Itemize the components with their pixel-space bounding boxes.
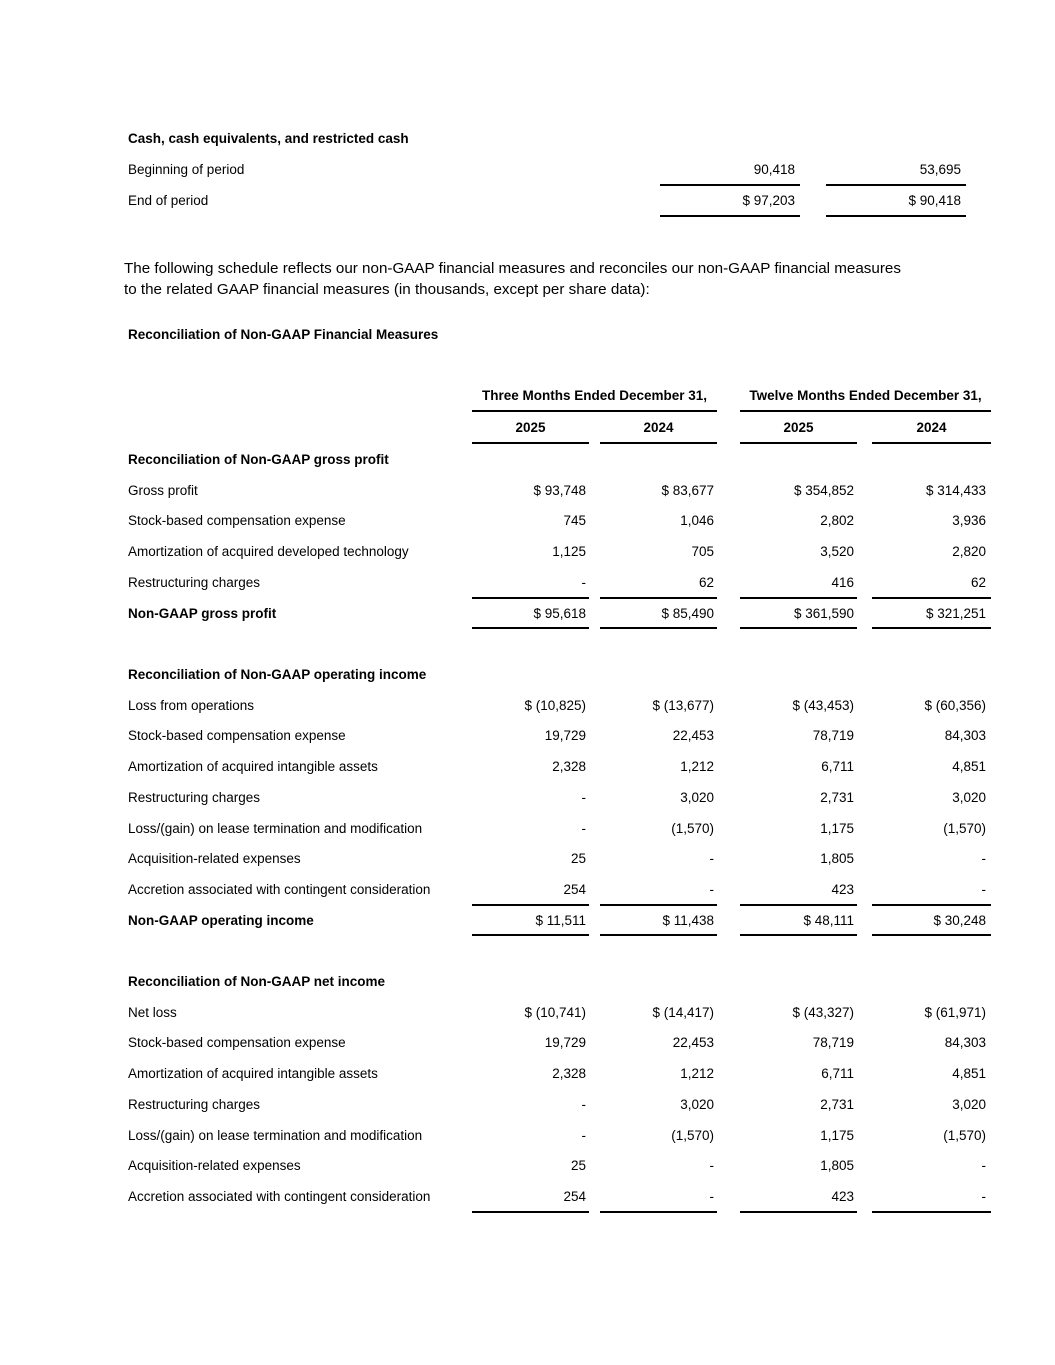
- table-cell: 3,020: [952, 1096, 986, 1112]
- table-cell: 84,303: [944, 728, 986, 744]
- total-cell: $ 48,111: [803, 912, 854, 928]
- table-cell: -: [981, 1188, 986, 1204]
- table-cell: -: [581, 574, 586, 590]
- intro-line: The following schedule reflects our non-GAAP financial measures and reconciles our non-GAAP financial measures: [124, 260, 901, 277]
- table-row-label: Accretion associated with contingent consideration: [128, 1188, 431, 1204]
- table-cell: 2,328: [552, 759, 586, 775]
- rule-line: [740, 410, 991, 412]
- table-row-label: Accretion associated with contingent consideration: [128, 881, 431, 897]
- table-cell: 22,453: [672, 728, 714, 744]
- table-row-label: Loss/(gain) on lease termination and modification: [128, 820, 423, 836]
- rule-line: [872, 627, 991, 629]
- rule-line: [660, 215, 800, 217]
- table-cell: -: [581, 1096, 586, 1112]
- table-cell: 22,453: [672, 1035, 714, 1051]
- table-cell: $ (60,356): [924, 697, 986, 713]
- table-cell: 254: [563, 881, 586, 897]
- table-cell: 1,805: [820, 1158, 854, 1174]
- table-row-label: Loss/(gain) on lease termination and modification: [128, 1127, 423, 1143]
- table-cell: 1,046: [680, 513, 714, 529]
- rule-line: [740, 904, 857, 906]
- table-cell: 19,729: [544, 1035, 586, 1051]
- table-cell: (1,570): [943, 1127, 986, 1143]
- total-row-label: Non-GAAP gross profit: [128, 605, 277, 621]
- rule-line: [600, 442, 717, 444]
- rule-line: [472, 1211, 589, 1213]
- intro-line: to the related GAAP financial measures (in thousands, except per share data):: [124, 281, 650, 298]
- rule-line: [472, 627, 589, 629]
- rule-line: [472, 410, 717, 412]
- table-cell: $ 354,852: [793, 482, 854, 498]
- table-cell: 62: [970, 574, 986, 590]
- table-cell: 4,851: [952, 1066, 986, 1082]
- table-cell: 1,175: [820, 820, 854, 836]
- table-cell: 1,212: [680, 1066, 714, 1082]
- table-cell: -: [709, 851, 714, 867]
- cash-row-value: 53,695: [919, 162, 961, 177]
- table-cell: -: [981, 1158, 986, 1174]
- table-cell: 3,936: [952, 513, 986, 529]
- rule-line: [600, 1211, 717, 1213]
- table-cell: 1,212: [680, 759, 714, 775]
- table-row-label: Amortization of acquired developed technology: [128, 544, 409, 560]
- table-cell: $ (10,825): [524, 697, 586, 713]
- table-cell: 416: [831, 574, 854, 590]
- table-cell: (1,570): [943, 820, 986, 836]
- table-cell: -: [581, 820, 586, 836]
- rule-line: [740, 442, 857, 444]
- table-cell: 84,303: [944, 1035, 986, 1051]
- table-cell: 3,520: [820, 544, 854, 560]
- table-row-label: Amortization of acquired intangible assets: [128, 759, 378, 775]
- year-header: 2025: [515, 420, 546, 435]
- table-cell: -: [581, 789, 586, 805]
- table-row-label: Restructuring charges: [128, 1096, 261, 1112]
- table-cell: -: [581, 1127, 586, 1143]
- table-cell: 1,175: [820, 1127, 854, 1143]
- year-header: 2025: [783, 420, 814, 435]
- table-cell: 3,020: [680, 1096, 714, 1112]
- total-cell: $ 11,511: [535, 912, 586, 928]
- table-cell: 25: [570, 1158, 586, 1174]
- cash-row-value: $ 90,418: [908, 193, 961, 208]
- rule-line: [872, 1211, 991, 1213]
- table-cell: -: [981, 851, 986, 867]
- rule-line: [740, 934, 857, 936]
- rule-line: [740, 627, 857, 629]
- rule-line: [740, 597, 857, 599]
- table-cell: 78,719: [812, 1035, 854, 1051]
- total-cell: $ 85,490: [661, 605, 714, 621]
- rule-line: [826, 215, 966, 217]
- table-cell: 2,328: [552, 1066, 586, 1082]
- rule-line: [472, 597, 589, 599]
- table-row-label: Gross profit: [128, 482, 198, 498]
- table-cell: -: [709, 881, 714, 897]
- table-cell: 254: [563, 1188, 586, 1204]
- table-row-label: Stock-based compensation expense: [128, 513, 346, 529]
- year-header: 2024: [916, 420, 947, 435]
- total-cell: $ 361,590: [793, 605, 854, 621]
- rule-line: [872, 934, 991, 936]
- table-cell: -: [981, 881, 986, 897]
- rule-line: [872, 904, 991, 906]
- table-cell: 3,020: [952, 789, 986, 805]
- table-cell: 2,802: [820, 513, 854, 529]
- table-row-label: Stock-based compensation expense: [128, 728, 346, 744]
- table-cell: 25: [570, 851, 586, 867]
- table-row-label: Stock-based compensation expense: [128, 1035, 346, 1051]
- table-row-label: Acquisition-related expenses: [128, 851, 301, 867]
- total-cell: $ 321,251: [925, 605, 986, 621]
- table-cell: 2,731: [820, 789, 854, 805]
- cash-row-label: End of period: [128, 193, 209, 208]
- table-cell: 423: [831, 881, 854, 897]
- table-row-label: Restructuring charges: [128, 789, 261, 805]
- table-row-label: Amortization of acquired intangible assets: [128, 1066, 378, 1082]
- table-cell: $ (43,327): [792, 1004, 854, 1020]
- table-cell: 2,731: [820, 1096, 854, 1112]
- table-cell: 705: [691, 544, 714, 560]
- rule-line: [740, 1211, 857, 1213]
- table-cell: (1,570): [671, 1127, 714, 1143]
- table-cell: $ (43,453): [792, 697, 854, 713]
- cash-row-value: $ 97,203: [742, 193, 795, 208]
- table-cell: $ (61,971): [924, 1004, 986, 1020]
- header-three-months: Three Months Ended December 31,: [481, 388, 708, 403]
- rule-line: [872, 597, 991, 599]
- cash-row-value: 90,418: [753, 162, 795, 177]
- table-cell: 6,711: [821, 759, 854, 775]
- table-row-label: Loss from operations: [128, 697, 255, 713]
- total-row-label: Non-GAAP operating income: [128, 912, 314, 928]
- rule-line: [872, 442, 991, 444]
- table-row-label: Acquisition-related expenses: [128, 1158, 301, 1174]
- rule-line: [600, 627, 717, 629]
- table-cell: 1,805: [820, 851, 854, 867]
- rule-line: [472, 934, 589, 936]
- year-header: 2024: [643, 420, 674, 435]
- recon-title: Reconciliation of Non-GAAP Financial Measures: [128, 327, 439, 342]
- total-cell: $ 30,248: [933, 912, 986, 928]
- table-cell: 2,820: [952, 544, 986, 560]
- rule-line: [600, 904, 717, 906]
- table-cell: $ (13,677): [652, 697, 714, 713]
- table-cell: $ 314,433: [925, 482, 986, 498]
- table-cell: 423: [831, 1188, 854, 1204]
- table-cell: 19,729: [544, 728, 586, 744]
- table-cell: $ 83,677: [661, 482, 714, 498]
- rule-line: [826, 184, 966, 186]
- table-cell: -: [709, 1188, 714, 1204]
- table-cell: 1,125: [552, 544, 586, 560]
- table-row-label: Restructuring charges: [128, 574, 261, 590]
- total-cell: $ 11,438: [662, 912, 714, 928]
- table-cell: $ (14,417): [652, 1004, 714, 1020]
- rule-line: [660, 184, 800, 186]
- table-cell: 6,711: [821, 1066, 854, 1082]
- cash-section-title: Cash, cash equivalents, and restricted cash: [128, 131, 409, 146]
- header-twelve-months: Twelve Months Ended December 31,: [749, 388, 982, 403]
- rule-line: [600, 934, 717, 936]
- section-title: Reconciliation of Non-GAAP gross profit: [128, 452, 389, 467]
- cash-row-label: Beginning of period: [128, 162, 245, 177]
- table-cell: 62: [698, 574, 714, 590]
- table-row-label: Net loss: [128, 1004, 177, 1020]
- table-cell: (1,570): [671, 820, 714, 836]
- rule-line: [472, 904, 589, 906]
- table-cell: -: [709, 1158, 714, 1174]
- table-cell: 3,020: [680, 789, 714, 805]
- section-title: Reconciliation of Non-GAAP operating income: [128, 667, 427, 682]
- table-cell: $ 93,748: [533, 482, 586, 498]
- table-cell: 745: [563, 513, 586, 529]
- table-cell: 78,719: [812, 728, 854, 744]
- table-cell: 4,851: [952, 759, 986, 775]
- intro-paragraph: [124, 258, 944, 300]
- rule-line: [600, 597, 717, 599]
- table-cell: $ (10,741): [524, 1004, 586, 1020]
- total-cell: $ 95,618: [533, 605, 586, 621]
- rule-line: [472, 442, 589, 444]
- section-title: Reconciliation of Non-GAAP net income: [128, 974, 386, 989]
